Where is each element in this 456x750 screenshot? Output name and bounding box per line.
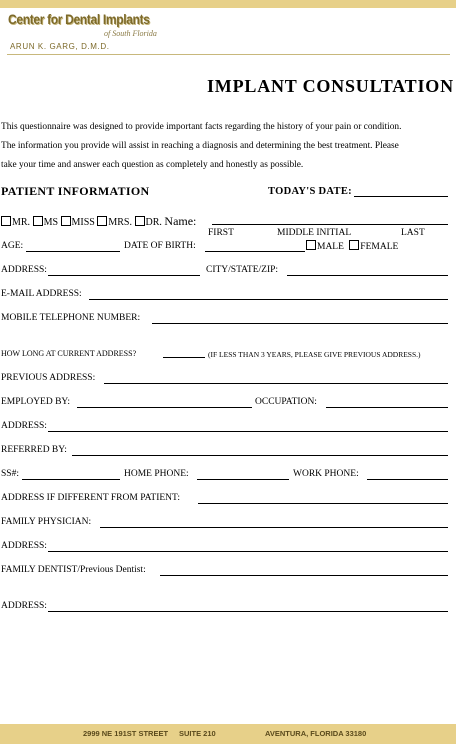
employer-address-field[interactable]: [48, 431, 448, 432]
address-field[interactable]: [48, 275, 200, 276]
previous-address-field[interactable]: [104, 383, 448, 384]
top-color-band: [0, 0, 456, 8]
home-phone-field[interactable]: [197, 479, 289, 480]
section-heading-patient-information: PATIENT INFORMATION: [1, 184, 150, 198]
city-field[interactable]: [287, 275, 448, 276]
footer-suite: SUITE 210: [179, 729, 216, 738]
logo-subtitle: of South Florida: [104, 29, 157, 38]
todays-date-label: TODAY'S DATE:: [268, 186, 352, 197]
name-field[interactable]: [212, 224, 448, 225]
employed-by-field[interactable]: [77, 407, 252, 408]
checkbox-dr[interactable]: [135, 216, 145, 226]
work-phone-label: WORK PHONE:: [293, 469, 359, 479]
footer-street: 2999 NE 191ST STREET: [83, 729, 169, 738]
address-label: ADDRESS:: [1, 265, 47, 275]
checkbox-mr[interactable]: [1, 216, 11, 226]
family-physician-field[interactable]: [100, 527, 448, 528]
occupation-label: OCCUPATION:: [255, 397, 317, 407]
address-if-different-label: ADDRESS IF DIFFERENT FROM PATIENT:: [1, 493, 181, 503]
label-mr: MR.: [12, 217, 31, 228]
label-ms: MS: [43, 217, 59, 228]
title-checkboxes: [1, 214, 196, 229]
footer-color-band: [0, 724, 456, 744]
label-male: MALE: [317, 242, 344, 252]
referred-by-label: REFERRED BY:: [1, 445, 67, 455]
city-label: CITY/STATE/ZIP:: [206, 265, 279, 275]
label-miss: MISS: [71, 217, 95, 228]
doctor-name: ARUN K. GARG, D.M.D.: [10, 42, 110, 51]
employer-address-label: ADDRESS:: [1, 421, 47, 431]
dentist-address-field[interactable]: [48, 611, 448, 612]
how-long-label: HOW LONG AT CURRENT ADDRESS?: [1, 349, 137, 358]
dob-field[interactable]: [205, 251, 305, 252]
previous-address-label: PREVIOUS ADDRESS:: [1, 373, 96, 383]
checkbox-mrs[interactable]: [97, 216, 107, 226]
age-field[interactable]: [26, 251, 120, 252]
email-field[interactable]: [89, 299, 448, 300]
occupation-field[interactable]: [326, 407, 448, 408]
intro-line: This questionnaire was designed to provide important facts regarding the history of your pain or condition.: [1, 122, 402, 132]
address-if-different-field[interactable]: [198, 503, 448, 504]
intro-paragraph: [1, 118, 453, 175]
name-sub-first: FIRST: [208, 228, 234, 238]
document-title: IMPLANT CONSULTATION: [207, 76, 454, 96]
physician-address-field[interactable]: [48, 551, 448, 552]
checkbox-ms[interactable]: [33, 216, 43, 226]
mobile-field[interactable]: [152, 323, 448, 324]
family-physician-label: FAMILY PHYSICIAN:: [1, 517, 92, 527]
family-dentist-label: FAMILY DENTIST/Previous Dentist:: [1, 565, 146, 575]
ss-label: SS#:: [1, 469, 19, 479]
employed-by-label: EMPLOYED BY:: [1, 397, 71, 407]
footer-city: AVENTURA, FLORIDA 33180: [265, 729, 367, 738]
email-label: E-MAIL ADDRESS:: [1, 289, 82, 299]
dentist-address-label: ADDRESS:: [1, 601, 47, 611]
logo-divider: [7, 54, 450, 55]
intro-line: take your time and answer each question as completely and honestly as possible.: [1, 160, 304, 170]
ss-field[interactable]: [22, 479, 120, 480]
label-dr: DR.: [145, 217, 162, 228]
name-sub-last: LAST: [401, 228, 425, 238]
family-dentist-field[interactable]: [160, 575, 448, 576]
todays-date-field[interactable]: [354, 196, 448, 197]
how-long-note: (IF LESS THAN 3 YEARS, PLEASE GIVE PREVIOUS ADDRESS.): [208, 350, 421, 359]
checkbox-miss[interactable]: [61, 216, 71, 226]
label-mrs: MRS.: [108, 217, 132, 228]
work-phone-field[interactable]: [367, 479, 448, 480]
home-phone-label: HOME PHONE:: [124, 469, 189, 479]
checkbox-male[interactable]: [306, 240, 316, 250]
sex-options: [306, 240, 398, 252]
logo-title: Center for Dental Implants: [8, 11, 150, 27]
age-label: AGE:: [1, 241, 24, 251]
checkbox-female[interactable]: [349, 240, 359, 250]
referred-by-field[interactable]: [72, 455, 448, 456]
dob-label: DATE OF BIRTH:: [124, 241, 196, 251]
intro-line: The information you provide will assist in reaching a diagnosis and determining the best treatment. Please: [1, 141, 399, 151]
physician-address-label: ADDRESS:: [1, 541, 47, 551]
label-female: FEMALE: [360, 242, 399, 252]
name-sub-middle: MIDDLE INITIAL: [277, 228, 352, 238]
mobile-label: MOBILE TELEPHONE NUMBER:: [1, 313, 141, 323]
how-long-field[interactable]: [163, 357, 205, 358]
name-label: Name:: [164, 214, 197, 228]
